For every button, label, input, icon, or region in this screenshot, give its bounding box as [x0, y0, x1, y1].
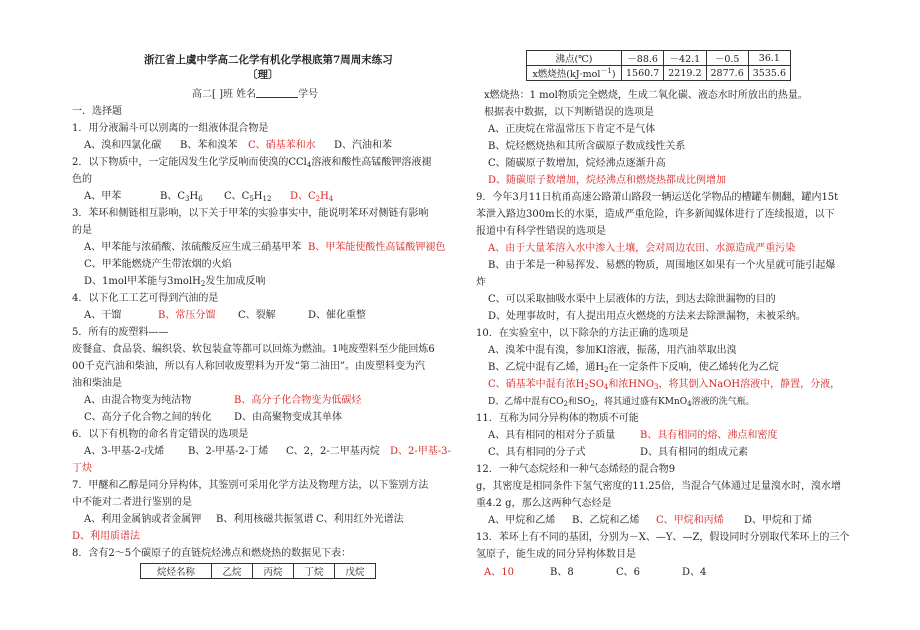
q1-option-c: C、硝基苯和水 — [248, 140, 316, 151]
q4-option-c: C、裂解 — [238, 310, 276, 321]
q3-stem-cont: 的是 — [72, 225, 92, 236]
q10-option-c: C、硝基苯中混有浓$H_2SO_4$和浓$HNO_3$，将其倒入NaOH溶液中，静置，分液， — [488, 379, 841, 391]
q13-stem: 13．苯环上有不同的基团，分别为－X、—Y、—Z，假设同时分别取代苯环上的三个 — [476, 532, 850, 543]
table-cell: －0.5 — [706, 51, 748, 66]
q9-option-a: A、由于大量苯溶入水中渗入土壤，会对周边农田、水源造成严重污染 — [488, 243, 796, 254]
q12-option-d: D、甲烷和丁烯 — [744, 515, 813, 526]
q5-para-3: 油和柴油是 — [72, 378, 122, 389]
q5-para-2: 00千克汽油和柴油，所以有人称回收废塑料为开发“第二油田”。由废塑料变为汽 — [72, 361, 425, 372]
q6-option-a: A、3-甲基-2-戊烯 — [84, 446, 165, 457]
table-header-name: 烷烃名称 — [141, 564, 212, 579]
table-cell: 2877.6 — [706, 66, 748, 81]
q6-option-c: C、2，2-二甲基丙烷 — [286, 446, 380, 457]
q1-stem: 1．用分液漏斗可以别离的一组液体混合物是 — [72, 123, 269, 134]
q13-option-c: C、6 — [616, 567, 641, 578]
q9-stem-2: 苯泄入路边300m长的水渠，造成严重危险，许多新闻媒体进行了连续报道，以下 — [476, 209, 835, 220]
alkane-names-table — [140, 563, 376, 579]
row-label-boiling: 沸点(℃) — [527, 51, 622, 66]
page-subtitle: 〔理〕 — [247, 69, 279, 81]
q7-option-b: B、利用核磁共振氢谱 — [216, 514, 314, 525]
q8-option-c: C、随碳原子数增加，烷烃沸点逐渐升高 — [488, 158, 666, 169]
class-name-line: 高二[ ]班 姓名 学号 — [192, 89, 319, 100]
q6-option-b: B、2-甲基-2-丁烯 — [188, 446, 269, 457]
q8-stem-b: 根据表中数据，以下判断错误的选项是 — [484, 107, 654, 118]
q8-stem: 8．含有2～5个碳原子的直链烷烃沸点和燃烧热的数据见下表： — [72, 548, 352, 559]
q10-option-d: D、乙烯中混有$CO_2$和$SO_2$，将其通过盛有KMnO$_4$溶液的洗气瓶。 — [488, 397, 755, 408]
table-cell: 36.1 — [748, 51, 790, 66]
q12-stem-2: g，其密度是相同条件下氢气密度的11.25倍，当混合气体通过足量溴水时，溴水增 — [476, 481, 842, 492]
section-heading: 一．选择题 — [72, 106, 122, 117]
q5-option-c: C、高分子化合物之间的转化 — [84, 412, 212, 423]
q2-stem-cont: 色的 — [72, 174, 92, 185]
q8-option-b: B、烷烃燃烧热和其所含碳原子数成线性关系 — [488, 141, 686, 152]
q11-option-a: A、具有相同的相对分子质量 — [488, 430, 616, 441]
q9-option-b-cont: 炸 — [476, 277, 486, 288]
table-cell: 3535.6 — [748, 66, 790, 81]
q9-stem: 9．今年3月11日杭甬高速公路萧山路段一辆运送化学物品的槽罐车侧翻，罐内15t — [476, 192, 839, 203]
q7-stem: 7．甲醚和乙醇是同分异构体，其鉴别可采用化学方法及物理方法，以下鉴别方法 — [72, 480, 429, 491]
row-label-heat: x燃烧热(kJ·mol$^{-1}$) — [527, 66, 622, 81]
q3-option-a: A、甲苯能与浓硝酸、浓硫酸反应生成三硝基甲苯 — [84, 242, 302, 253]
q10-stem: 10．在实验室中，以下除杂的方法正确的选项是 — [476, 328, 689, 339]
table-header-propane: 丙烷 — [253, 564, 294, 579]
q12-stem: 12．一种气态烷烃和一种气态烯烃的混合物9 — [476, 464, 676, 475]
q2-option-a: A、甲苯 — [84, 191, 122, 202]
q13-option-a: A、10 — [484, 567, 514, 578]
q7-option-d: D、利用质谱法 — [72, 531, 141, 542]
table-cell: 1560.7 — [622, 66, 664, 81]
q11-option-c: C、具有相同的分子式 — [488, 447, 586, 458]
q3-stem: 3．苯环和侧链相互影响，以下关于甲苯的实验事实中，能说明苯环对侧链有影响 — [72, 208, 429, 219]
q8-option-d: D、随碳原子数增加，烷烃沸点和燃烧热都成比例增加 — [488, 175, 727, 186]
q3-option-b: B、甲苯能使酸性高锰酸钾褪色 — [308, 242, 446, 253]
q12-option-c: C、甲烷和丙烯 — [656, 515, 724, 526]
table-header-pentane: 戊烷 — [335, 564, 376, 579]
q10-option-a: A、溴苯中混有溴，参加KI溶液，振荡，用汽油萃取出溴 — [488, 345, 737, 356]
q7-stem-cont: 中不能对二者进行鉴别的是 — [72, 497, 192, 508]
q9-option-d: D、处理事故时，有人提出用点火燃烧的方法来去除泄漏物，未被采纳。 — [488, 311, 807, 322]
q7-option-a: A、利用金属钠或者金属钾 — [84, 514, 202, 525]
q7-option-c: C、利用红外光谱法 — [316, 514, 404, 525]
table-header-ethane: 乙烷 — [212, 564, 253, 579]
q6-option-d-cont: 丁炔 — [72, 463, 92, 474]
q5-option-b: B、高分子化合物变为低碳烃 — [234, 395, 362, 406]
q5-stem: 5．所有的废塑料—— — [72, 327, 169, 338]
q12-stem-3: 重4.2 g，那么这两种气态烃是 — [476, 498, 612, 509]
q6-option-d: D、2-甲基-3- — [390, 446, 451, 457]
q4-option-d: D、催化重整 — [308, 310, 367, 321]
q10-option-b: B、乙烷中混有乙烯，通$H_2$在一定条件下反响，使乙烯转化为乙烷 — [488, 362, 779, 374]
q13-option-b: B、8 — [550, 567, 574, 578]
q5-option-d: D、由高聚物变成其单体 — [234, 412, 343, 423]
q8-note: x燃烧热：1 mol物质完全燃烧，生成二氧化碳、液态水时所放出的热量。 — [484, 90, 808, 101]
table-cell: 2219.2 — [664, 66, 706, 81]
q2-option-c: C、$C_5H_{12}$ — [224, 191, 272, 203]
q1-option-b: B、苯和溴苯 — [180, 140, 238, 151]
q8-option-a: A、正庚烷在常温常压下肯定不是气体 — [488, 124, 656, 135]
alkane-data-table — [526, 50, 791, 81]
q2-option-b: B、$C_3H_6$ — [160, 191, 203, 203]
table-row — [527, 51, 791, 66]
q13-stem-2: 氢原子，能生成的同分异构体数目是 — [476, 549, 636, 560]
q9-option-c: C、可以采取抽吸水渠中上层液体的方法，到达去除泄漏物的目的 — [488, 294, 776, 305]
table-cell: －88.6 — [622, 51, 664, 66]
q2-option-d: D、$C_2H_4$ — [290, 191, 334, 203]
q9-option-b: B、由于苯是一种易挥发、易燃的物质，周围地区如果有一个火星就可能引起爆 — [488, 260, 836, 271]
q9-stem-3: 报道中有科学性错误的选项是 — [476, 226, 606, 237]
q4-option-b: B、常压分馏 — [158, 310, 216, 321]
q12-option-a: A、甲烷和乙烯 — [488, 515, 556, 526]
q3-option-c: C、甲苯能燃烧产生带浓烟的火焰 — [84, 259, 232, 270]
q11-stem: 11．互称为同分异构体的物质不可能 — [476, 413, 639, 424]
q2-stem: 2．以下物质中，一定能因发生化学反响而使溴的CCl$_4$溶液和酸性高锰酸钾溶液褪 — [72, 157, 432, 169]
q5-para-1: 废餐盒、食品袋、编织袋、软包装盒等都可以回炼为燃油。1吨废塑料至少能回炼6 — [72, 344, 435, 355]
q1-option-a: A、溴和四氯化碳 — [84, 140, 162, 151]
q11-option-b: B、具有相同的熔、沸点和密度 — [640, 430, 778, 441]
q6-stem: 6．以下有机物的命名肯定错误的选项是 — [72, 429, 249, 440]
table-row — [527, 66, 791, 81]
q4-option-a: A、干馏 — [84, 310, 122, 321]
q11-option-d: D、具有相同的组成元素 — [640, 447, 749, 458]
name-blank — [256, 87, 298, 98]
q3-option-d: D、1mol甲苯能与3molH$_2$发生加成反响 — [84, 276, 266, 288]
q4-stem: 4．以下化工工艺可得到汽油的是 — [72, 293, 219, 304]
q12-option-b: B、乙烷和乙烯 — [572, 515, 640, 526]
q13-option-d: D、4 — [682, 567, 707, 578]
q5-option-a: A、由混合物变为纯洁物 — [84, 395, 192, 406]
table-cell: －42.1 — [664, 51, 706, 66]
table-header-butane: 丁烷 — [294, 564, 335, 579]
q1-option-d: D、汽油和苯 — [334, 140, 393, 151]
page-title: 浙江省上虞中学高二化学有机化学根底第7周周末练习 — [144, 54, 393, 66]
